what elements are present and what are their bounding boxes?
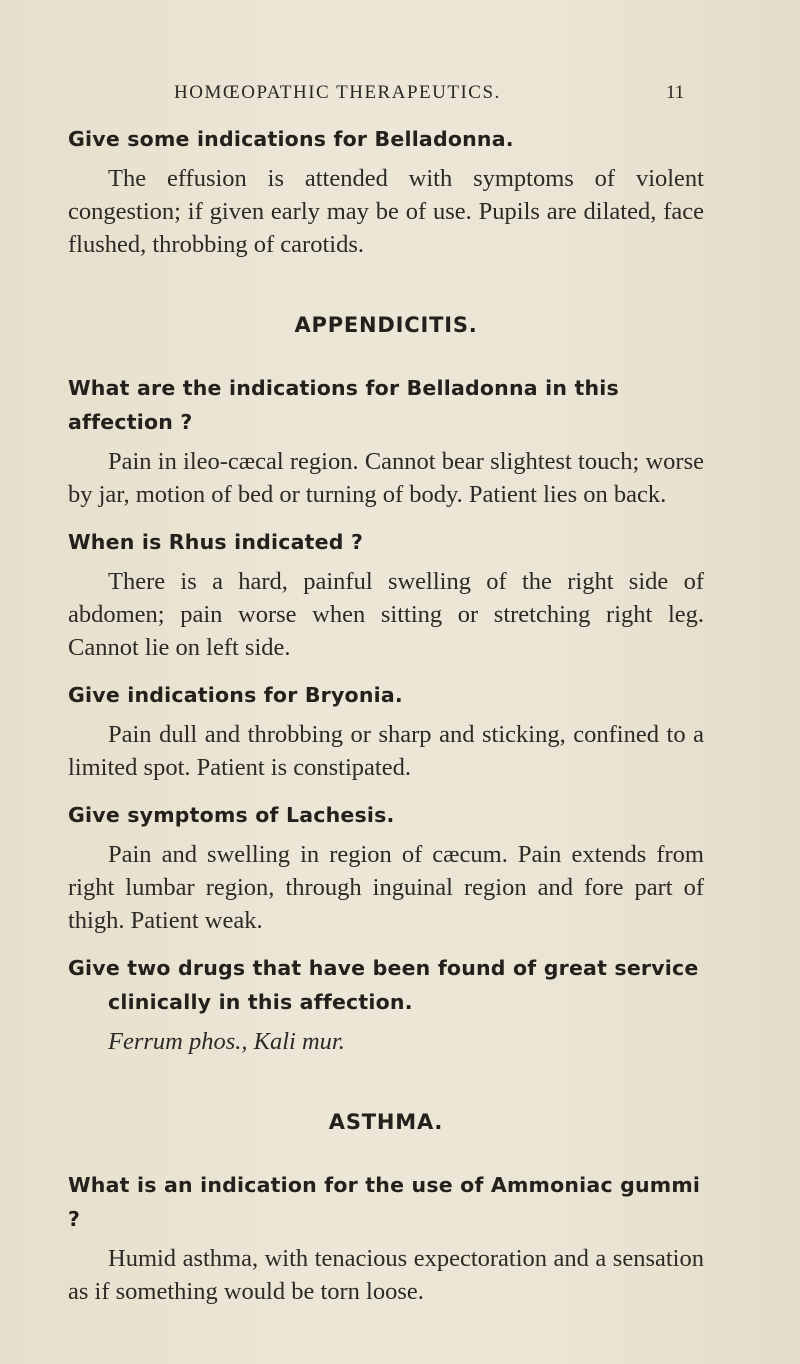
- page-number: 11: [666, 82, 685, 103]
- answer-rhus: There is a hard, painful swelling of the right side of abdomen; pain worse when sitting or stretching right leg. Cannot lie on left side.: [68, 568, 704, 661]
- section-heading-appendicitis: APPENDICITIS.: [294, 313, 478, 337]
- answer-ammoniac-gummi: Humid asthma, with tenacious expectoration and a sensation as if something would be torn loose.: [68, 1245, 704, 1305]
- question-rhus: When is Rhus indicated ?: [68, 530, 364, 554]
- running-title: HOMŒOPATHIC THERAPEUTICS.: [174, 82, 501, 103]
- page-content: [68, 122, 704, 1322]
- answer-two-drugs: Ferrum phos., Kali mur.: [108, 1028, 345, 1055]
- answer-bryonia: Pain dull and throbbing or sharp and sticking, confined to a limited spot. Patient is constipated.: [68, 721, 704, 781]
- answer-belladonna-affection: Pain in ileo-cæcal region. Cannot bear slightest touch; worse by jar, motion of bed or turning of body. Patient lies on back.: [68, 448, 704, 508]
- question-bryonia: Give indications for Bryonia.: [68, 683, 403, 707]
- section-heading-asthma: ASTHMA.: [328, 1110, 444, 1134]
- question-lachesis: Give symptoms of Lachesis.: [68, 803, 395, 827]
- question-ammoniac-gummi: What is an indication for the use of Ammoniac gummi ?: [68, 1173, 701, 1231]
- question-two-drugs: Give two drugs that have been found of great service clinically in this affection.: [68, 956, 699, 1014]
- answer-lachesis: Pain and swelling in region of cæcum. Pain extends from right lumbar region, through inguinal region and fore part of thigh. Patient weak.: [68, 841, 704, 934]
- question-belladonna-indications: Give some indications for Belladonna.: [68, 127, 514, 151]
- running-head: [0, 82, 800, 110]
- answer-belladonna-indications: The effusion is attended with symptoms of violent congestion; if given early may be of use. Pupils are dilated, face flushed, throbbing of carotids.: [68, 165, 704, 258]
- question-belladonna-affection: What are the indications for Belladonna in this affection ?: [68, 376, 619, 434]
